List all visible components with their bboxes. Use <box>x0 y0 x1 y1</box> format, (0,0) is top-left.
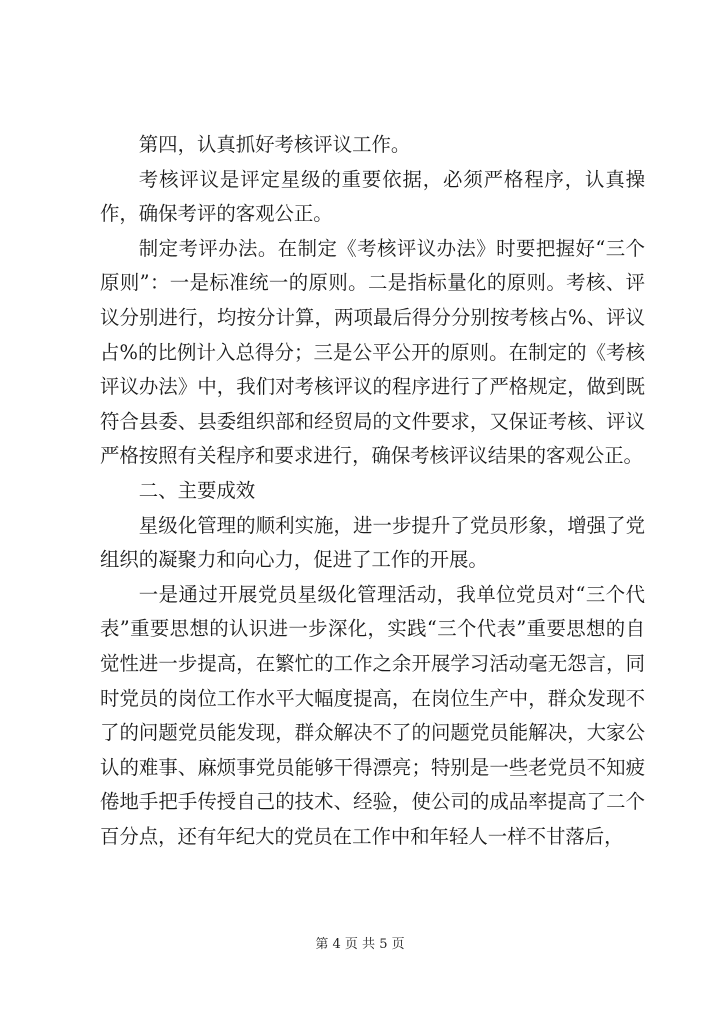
page-number-footer: 第 4 页 共 5 页 <box>315 937 405 952</box>
paragraph-results-summary: 星级化管理的顺利实施，进一步提升了党员形象，增强了党组织的凝聚力和向心力，促进了工作的开展。 <box>100 513 645 572</box>
paragraph-main-results-heading: 二、主要成效 <box>138 478 256 502</box>
paragraph-evaluation-method: 制定考评办法。在制定《考核评议办法》时要把握好“三个原则”：一是标准统一的原则。二是指标量化的原则。考核、评议分别进行，均按分计算，两项最后得分分别按考核占%、评议占%的比例计入总得分；三是公平公开的原则。在制定的《考核评议办法》中，我们对考核评议的程序进行了严格规定，做到既符合县委、县委组织部和经贸局的文件要求，又保证考核、评议严格按照有关程序和要求进行，确保考核评议结果的客观公正。 <box>100 236 645 468</box>
paragraph-evaluation-basis: 考核评议是评定星级的重要依据，必须严格程序，认真操作，确保考评的客观公正。 <box>100 167 645 226</box>
paragraph-result-one: 一是通过开展党员星级化管理活动，我单位党员对“三个代表”重要思想的认识进一步深化，实践“三个代表”重要思想的自觉性进一步提高，在繁忙的工作之余开展学习活动毫无怨言，同时党员的岗位工作水平大幅度提高，在岗位生产中，群众发现不了的问题党员能发现，群众解决不了的问题党员能解决，大家公认的难事、麻烦事党员能够干得漂亮；特别是一些老党员不知疲倦地手把手传授自己的技术、经验，使公司的成品率提高了二个百分点，还有年纪大的党员在工作中和年轻人一样不甘落后， <box>100 582 645 848</box>
paragraph-section-four-heading: 第四，认真抓好考核评议工作。 <box>138 133 411 156</box>
document-body <box>100 128 645 854</box>
